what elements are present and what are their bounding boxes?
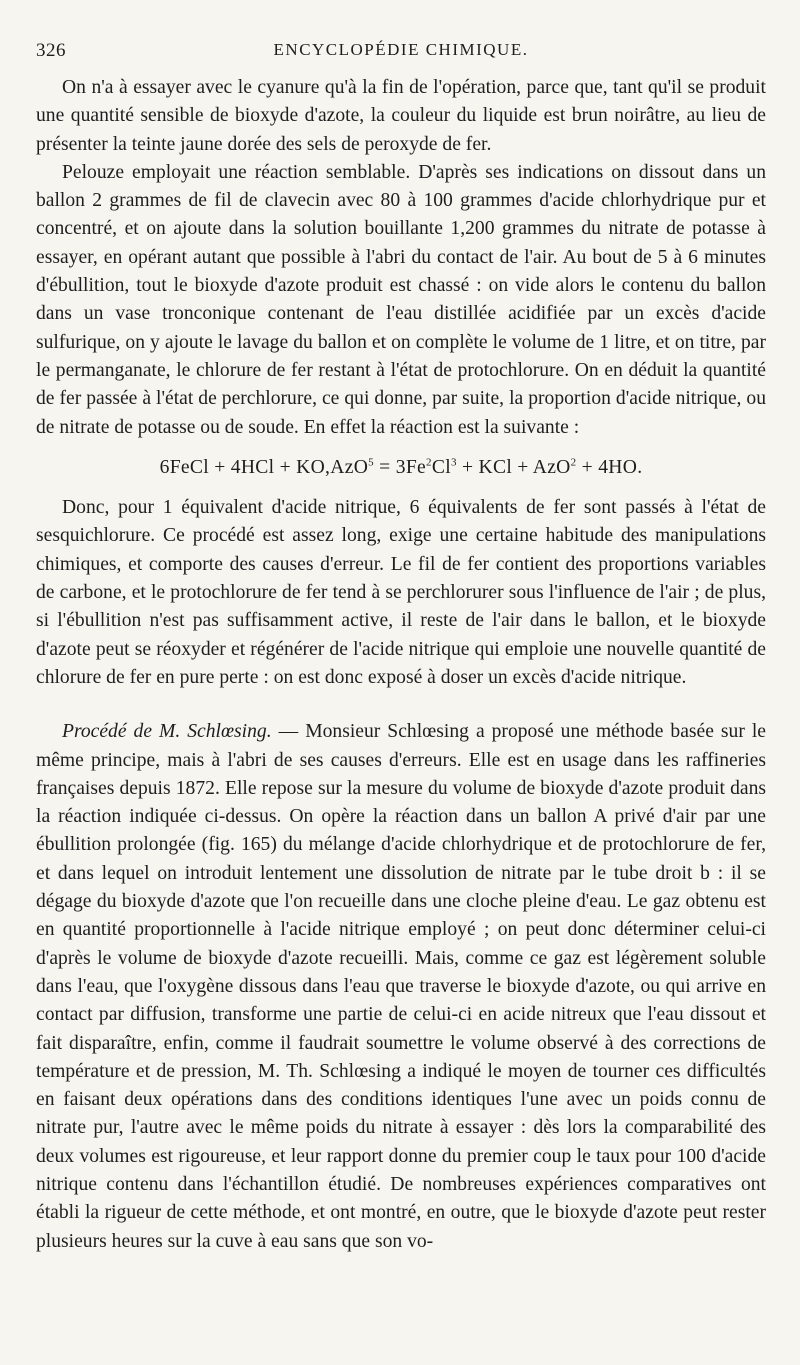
- running-title: ENCYCLOPÉDIE CHIMIQUE.: [273, 40, 529, 59]
- equation-rhs-cl-sup: 3: [450, 456, 457, 469]
- page-number: 326: [36, 40, 66, 61]
- paragraph-donc: Donc, pour 1 équivalent d'acide nitrique, 6 équivalents de fer sont passés à l'état de sesquichlorure. Ce procédé est assez long, exige une certaine habitude des manipulations chimiques, et comporte des causes d'erreur. Le fil de fer contient des proportions variables de carbone, et le protochlorure de fer tend à se perchlorurer sous l'influence de l'air ; de plus, si l'ébullition n'est pas suffisamment active, il reste de l'air dans le ballon, et le bioxyde d'azote peut se réoxyder et régénérer de l'acide nitrique qui emploie une nouvelle quantité de chlorure de fer en pure perte : on est donc exposé à doser un excès d'acide nitrique.: [36, 497, 766, 688]
- paragraph-cyanure: On n'a à essayer avec le cyanure qu'à la fin de l'opération, parce que, tant qu'il se produit une quantité sensible de bioxyde d'azote, la couleur du liquide est brun noirâtre, au lieu de présenter la teinte jaune dorée des sels de peroxyde de fer.: [36, 77, 766, 155]
- section-spacer: [36, 692, 766, 718]
- equation-lhs: 6FeCl + 4HCl + KO,AzO: [159, 456, 369, 478]
- equation-rhs-azo-sup: 2: [570, 456, 577, 469]
- equation-lhs-sup: 5: [368, 456, 374, 469]
- page-header: [36, 40, 766, 66]
- chemical-equation: [36, 454, 766, 482]
- page: [36, 40, 766, 1256]
- equation-equals: =: [373, 456, 396, 478]
- equation-rhs-azo: + KCl + AzO: [456, 456, 571, 478]
- section-title-schloesing: Procédé de M. Schlœsing.: [62, 721, 272, 743]
- paragraph-pelouze: Pelouze employait une réaction semblable. D'après ses indications on dissout dans un ballon 2 grammes de fil de clavecin avec 80 à 100 grammes d'acide chlorhydrique pur et concentré, et on ajoute dans la solution bouillante 1,200 grammes du nitrate de potasse à essayer, en opérant autant que possible à l'abri du contact de l'air. Au bout de 5 à 6 minutes d'ébullition, tout le bioxyde d'azote produit est chassé : on vide alors le contenu du ballon dans un vase tronconique contenant de l'eau distillée acidifiée par un excès d'acide sulfurique, on y ajoute le lavage du ballon et on complète le volume de 1 litre, et on titre, par le permanganate, le chlorure de fer restant à l'état de protochlorure. On en déduit la quantité de fer passée à l'état de perchlorure, ce qui donne, par suite, la proportion d'acide nitrique, ou de nitrate de potasse ou de soude. En effet la réaction est la suivante :: [36, 161, 766, 438]
- equation-rhs-fe: 3Fe: [395, 456, 427, 478]
- equation-rhs-end: + 4HO.: [576, 456, 643, 478]
- equation-rhs-cl: Cl: [431, 456, 451, 478]
- equation-rhs-fe-sup: 2: [426, 456, 432, 469]
- paragraph-schloesing-text: — Monsieur Schlœsing a proposé une méthode basée sur le même principe, mais à l'abri de ses causes d'erreurs. Elle est en usage dans les raffineries françaises depuis 1872. Elle repose sur la mesure du volume de bioxyde d'azote produit dans la réaction indiquée ci-dessus. On opère la réaction dans un ballon A privé d'air par une ébullition prolongée (fig. 165) du mélange d'acide chlorhydrique et de protochlorure de fer, et dans lequel on introduit lentement une dissolution de nitrate par le tube droit b : il se dégage du bioxyde d'azote que l'on recueille dans une cloche pleine d'eau. Le gaz obtenu est en quantité proportionnelle à l'acide nitrique employé ; on peut donc déterminer celui-ci d'après le volume de bioxyde d'azote recueilli. Mais, comme ce gaz est légèrement soluble dans l'eau, que l'oxygène dissous dans l'eau que traverse le bioxyde d'azote, ou qui arrive en contact par diffusion, transforme une partie de celui-ci en acide nitreux que l'eau dissout et fait disparaître, enfin, comme il faudrait soumettre le volume observé à des corrections de température et de pression, M. Th. Schlœsing a indiqué le moyen de tourner ces difficultés en faisant deux opérations dans des conditions identiques l'une avec un poids connu de nitrate pur, l'autre avec le même poids du nitrate à essayer : dès lors la comparabilité des deux volumes est rigoureuse, et leur rapport donne du premier coup le taux pour 100 d'acide nitrique contenu dans l'échantillon étudié. De nombreuses expériences comparatives ont établi la rigueur de cette méthode, et ont montré, en outre, que le bioxyde d'azote peut rester plusieurs heures sur la cuve à eau sans que son vo-: [36, 721, 767, 1252]
- paragraph-schloesing: [36, 718, 766, 1256]
- body-text: [36, 74, 766, 1256]
